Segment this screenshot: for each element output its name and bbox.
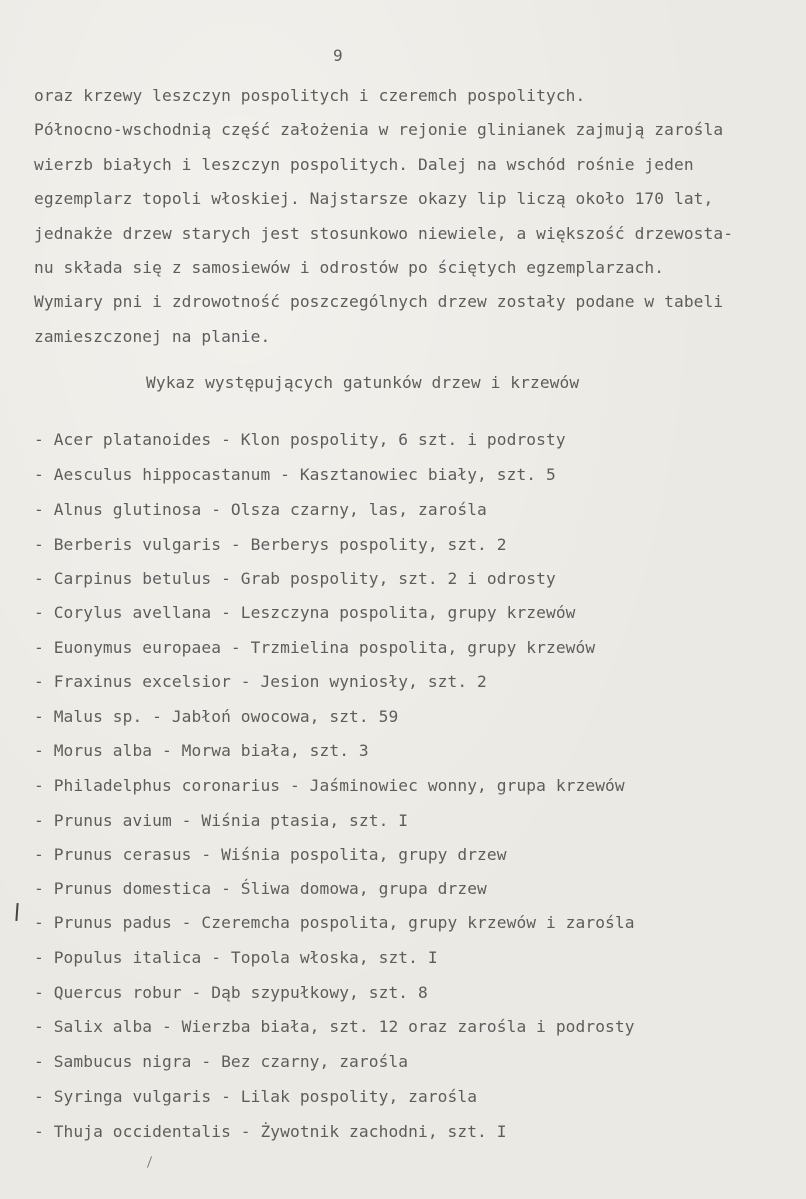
list-item: - Acer platanoides - Klon pospolity, 6 szt. i podrosty [34, 430, 566, 449]
list-item: - Thuja occidentalis - Żywotnik zachodni, szt. I [34, 1122, 507, 1141]
list-item: - Fraxinus excelsior - Jesion wyniosły, szt. 2 [34, 672, 487, 691]
list-item: - Sambucus nigra - Bez czarny, zarośla [34, 1052, 409, 1071]
page-number: 9 [333, 46, 343, 65]
list-item: - Prunus avium - Wiśnia ptasia, szt. I [34, 811, 409, 830]
list-item: - Philadelphus coronarius - Jaśminowiec wonny, grupa krzewów [34, 776, 625, 795]
list-item: - Salix alba - Wierzba biała, szt. 12 oraz zarośla i podrosty [34, 1017, 635, 1036]
paragraph-line: nu składa się z samosiewów i odrostów po ściętych egzemplarzach. [34, 258, 665, 277]
list-item: - Euonymus europaea - Trzmielina pospolita, grupy krzewów [34, 638, 596, 657]
paragraph-line: oraz krzewy leszczyn pospolitych i czeremch pospolitych. [34, 86, 586, 105]
list-item: - Berberis vulgaris - Berberys pospolity, szt. 2 [34, 535, 507, 554]
list-item: - Corylus avellana - Leszczyna pospolita, grupy krzewów [34, 603, 576, 622]
list-item: - Populus italica - Topola włoska, szt. I [34, 948, 438, 967]
list-item: - Syringa vulgaris - Lilak pospolity, zarośla [34, 1087, 478, 1106]
list-item: - Malus sp. - Jabłoń owocowa, szt. 59 [34, 707, 399, 726]
list-item: - Carpinus betulus - Grab pospolity, szt. 2 i odrosty [34, 569, 556, 588]
paragraph-line: Północno-wschodnią część założenia w rejonie glinianek zajmują zarośla [34, 120, 724, 139]
list-item: - Aesculus hippocastanum - Kasztanowiec biały, szt. 5 [34, 465, 556, 484]
pencil-margin-mark [15, 903, 18, 921]
list-item: - Alnus glutinosa - Olsza czarny, las, zarośla [34, 500, 487, 519]
pencil-tick-mark [147, 1156, 152, 1168]
list-item: - Morus alba - Morwa biała, szt. 3 [34, 741, 369, 760]
paragraph-line: wierzb białych i leszczyn pospolitych. Dalej na wschód rośnie jeden [34, 155, 694, 174]
paragraph-line: zamieszczonej na planie. [34, 327, 271, 346]
list-item: - Prunus padus - Czeremcha pospolita, grupy krzewów i zarośla [34, 913, 635, 932]
list-item: - Prunus cerasus - Wiśnia pospolita, grupy drzew [34, 845, 507, 864]
paragraph-line: egzemplarz topoli włoskiej. Najstarsze okazy lip liczą około 170 lat, [34, 189, 714, 208]
paragraph-line: jednakże drzew starych jest stosunkowo niewiele, a większość drzewosta- [34, 224, 734, 243]
list-item: - Prunus domestica - Śliwa domowa, grupa drzew [34, 879, 487, 898]
list-item: - Quercus robur - Dąb szypułkowy, szt. 8 [34, 983, 428, 1002]
species-list-heading: Wykaz występujących gatunków drzew i krzewów [146, 373, 580, 392]
paragraph-line: Wymiary pni i zdrowotność poszczególnych drzew zostały podane w tabeli [34, 292, 724, 311]
